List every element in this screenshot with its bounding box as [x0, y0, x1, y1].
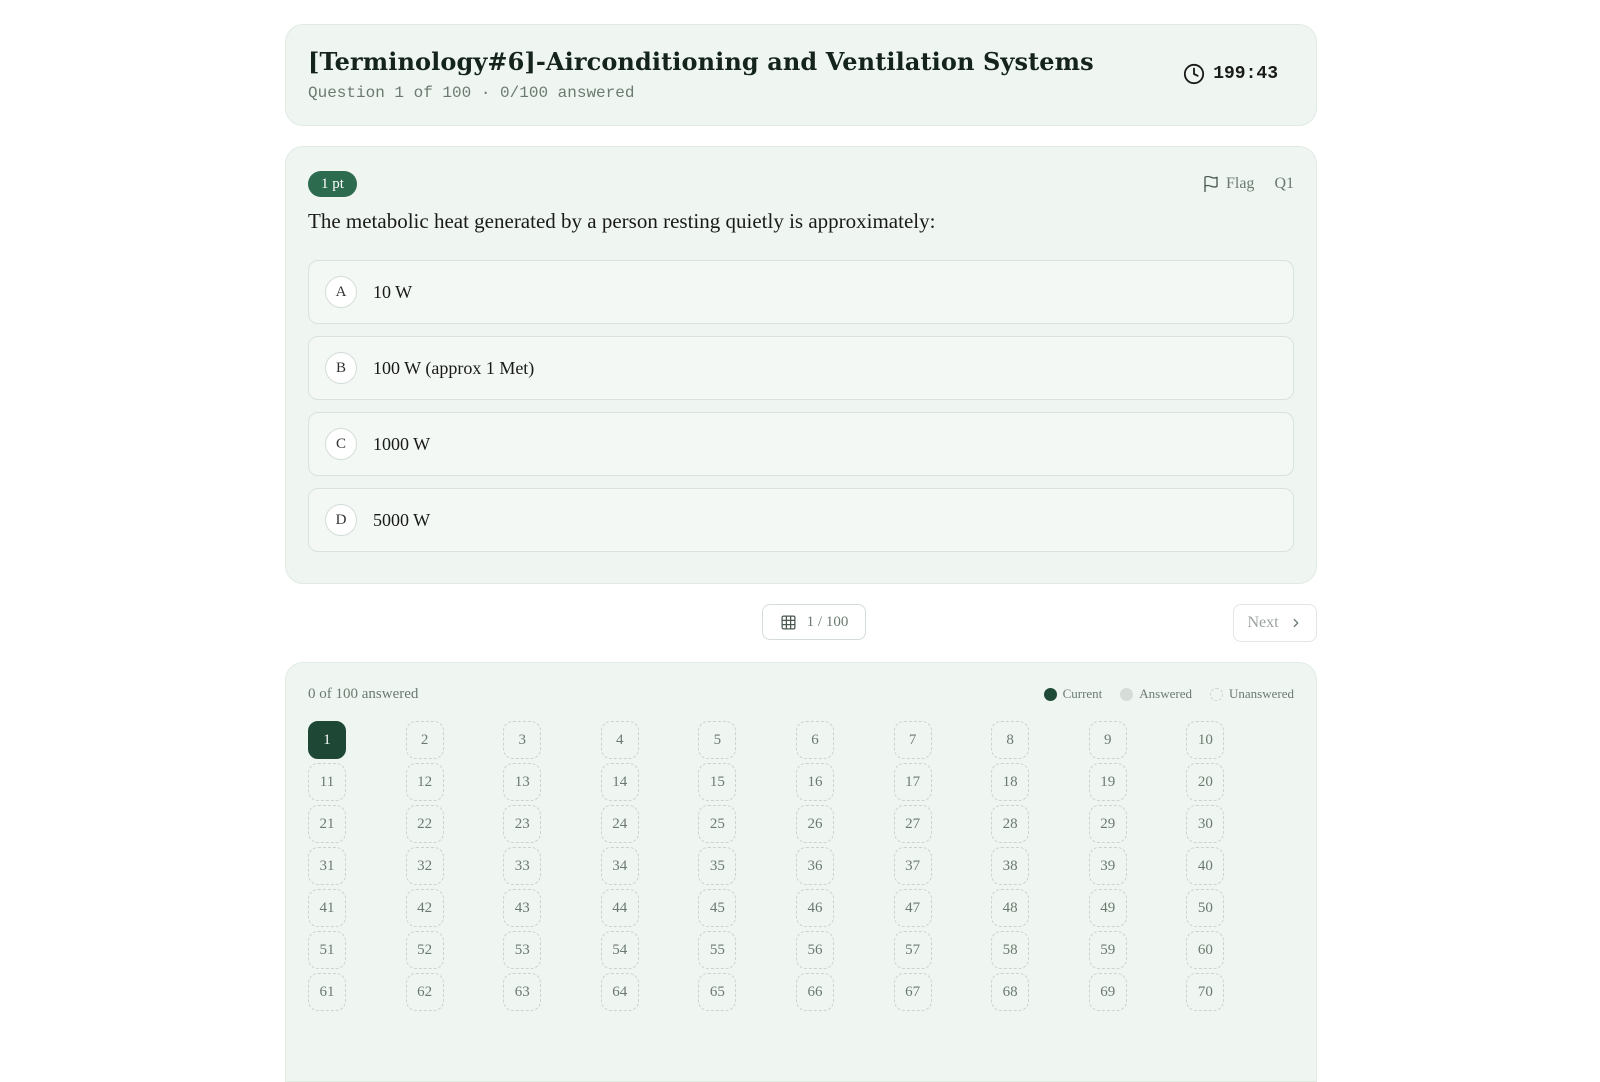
legend-current-label: Current: [1062, 686, 1103, 701]
question-nav-cell[interactable]: 15: [698, 763, 736, 801]
question-nav-cell[interactable]: 50: [1186, 889, 1224, 927]
header-text: [308, 47, 1094, 102]
question-nav-cell[interactable]: 30: [1186, 805, 1224, 843]
next-button[interactable]: [1233, 604, 1317, 642]
question-nav-cell[interactable]: 31: [308, 847, 346, 885]
question-nav-cell[interactable]: 54: [601, 931, 639, 969]
legend: [1044, 686, 1294, 702]
question-nav-cell[interactable]: 45: [698, 889, 736, 927]
question-nav-cell[interactable]: 22: [406, 805, 444, 843]
flag-label: Flag: [1225, 175, 1255, 192]
question-nav-cell[interactable]: 25: [698, 805, 736, 843]
question-number-grid: [308, 721, 1294, 1011]
question-nav-cell[interactable]: 9: [1089, 721, 1127, 759]
question-nav-cell[interactable]: 36: [796, 847, 834, 885]
grid-header: [308, 685, 1294, 703]
question-nav-cell[interactable]: 18: [991, 763, 1029, 801]
question-nav-cell[interactable]: 61: [308, 973, 346, 1011]
question-nav-cell[interactable]: 37: [894, 847, 932, 885]
clock-icon: [1183, 63, 1205, 85]
question-number: Q1: [1274, 175, 1294, 192]
question-nav-cell[interactable]: 46: [796, 889, 834, 927]
question-meta: [308, 171, 1294, 197]
option-text: 5000 W: [373, 509, 431, 530]
current-dot: [1044, 688, 1057, 701]
question-nav-cell[interactable]: 52: [406, 931, 444, 969]
question-nav-cell[interactable]: 39: [1089, 847, 1127, 885]
question-nav-cell[interactable]: 32: [406, 847, 444, 885]
question-nav-cell[interactable]: 41: [308, 889, 346, 927]
option-text: 10 W: [373, 281, 413, 302]
quiz-page: [285, 24, 1317, 1082]
question-nav-cell[interactable]: 34: [601, 847, 639, 885]
question-nav-cell[interactable]: 12: [406, 763, 444, 801]
question-nav-cell[interactable]: 24: [601, 805, 639, 843]
question-nav-cell[interactable]: 17: [894, 763, 932, 801]
question-text: The metabolic heat generated by a person resting quietly is approximately:: [308, 209, 936, 233]
question-nav-cell[interactable]: 43: [503, 889, 541, 927]
option-letter: B: [325, 352, 357, 384]
grid-icon: [780, 614, 797, 631]
question-nav-cell[interactable]: 19: [1089, 763, 1127, 801]
option-c[interactable]: [308, 412, 1294, 476]
question-nav-cell[interactable]: 51: [308, 931, 346, 969]
timer-value: 199:43: [1213, 64, 1278, 84]
question-nav-cell[interactable]: 40: [1186, 847, 1224, 885]
question-nav-cell[interactable]: 42: [406, 889, 444, 927]
question-nav-cell[interactable]: 67: [894, 973, 932, 1011]
question-nav-cell[interactable]: 53: [503, 931, 541, 969]
quiz-progress-subtitle: Question 1 of 100 · 0/100 answered: [308, 84, 635, 102]
question-nav-cell[interactable]: 28: [991, 805, 1029, 843]
question-nav-cell[interactable]: 56: [796, 931, 834, 969]
legend-unanswered-label: Unanswered: [1229, 686, 1294, 701]
legend-answered: [1120, 686, 1192, 702]
question-nav-cell[interactable]: 2: [406, 721, 444, 759]
option-d[interactable]: [308, 488, 1294, 552]
question-nav-cell[interactable]: 16: [796, 763, 834, 801]
option-a[interactable]: [308, 260, 1294, 324]
question-nav-cell[interactable]: 35: [698, 847, 736, 885]
question-nav-cell[interactable]: 1: [308, 721, 346, 759]
option-letter: A: [325, 276, 357, 308]
quiz-title: [Terminology#6]-Airconditioning and Ventilation Systems: [308, 47, 1094, 76]
points-badge: 1 pt: [308, 171, 357, 197]
question-nav-cell[interactable]: 62: [406, 973, 444, 1011]
legend-answered-label: Answered: [1139, 686, 1193, 701]
question-counter: 1 / 100: [806, 613, 849, 630]
question-nav-cell[interactable]: 27: [894, 805, 932, 843]
question-nav-cell[interactable]: 58: [991, 931, 1029, 969]
question-nav-cell[interactable]: 64: [601, 973, 639, 1011]
chevron-right-icon: [1289, 616, 1303, 630]
question-nav-cell[interactable]: 57: [894, 931, 932, 969]
next-label: Next: [1247, 614, 1279, 631]
quiz-header: [285, 24, 1317, 126]
question-nav-cell[interactable]: 68: [991, 973, 1029, 1011]
unanswered-dot: [1210, 688, 1223, 701]
option-text: 1000 W: [373, 433, 431, 454]
option-b[interactable]: [308, 336, 1294, 400]
question-nav-cell[interactable]: 6: [796, 721, 834, 759]
question-grid-panel: [285, 662, 1317, 1082]
question-nav-cell[interactable]: 4: [601, 721, 639, 759]
flag-button[interactable]: [1202, 175, 1254, 193]
question-nav-cell[interactable]: 29: [1089, 805, 1127, 843]
question-grid-toggle[interactable]: [762, 604, 866, 640]
question-nav-cell[interactable]: 47: [894, 889, 932, 927]
question-nav-cell[interactable]: 63: [503, 973, 541, 1011]
legend-unanswered: [1210, 686, 1294, 702]
question-nav-cell[interactable]: 55: [698, 931, 736, 969]
question-nav-cell[interactable]: 59: [1089, 931, 1127, 969]
timer: [1183, 63, 1278, 85]
question-nav-cell[interactable]: 11: [308, 763, 346, 801]
question-nav-cell[interactable]: 38: [991, 847, 1029, 885]
question-nav-cell[interactable]: 14: [601, 763, 639, 801]
question-nav-cell[interactable]: 66: [796, 973, 834, 1011]
question-nav-cell[interactable]: 69: [1089, 973, 1127, 1011]
question-nav-cell[interactable]: 44: [601, 889, 639, 927]
answered-count: 0 of 100 answered: [308, 685, 419, 702]
question-nav-cell[interactable]: 23: [503, 805, 541, 843]
question-nav-cell[interactable]: 13: [503, 763, 541, 801]
option-letter: D: [325, 504, 357, 536]
question-nav-cell[interactable]: 21: [308, 805, 346, 843]
option-text: 100 W (approx 1 Met): [373, 357, 535, 378]
question-nav-cell[interactable]: 33: [503, 847, 541, 885]
question-nav-cell[interactable]: 26: [796, 805, 834, 843]
flag-icon: [1202, 175, 1220, 193]
question-nav-cell[interactable]: 3: [503, 721, 541, 759]
answered-dot: [1120, 688, 1133, 701]
navigation-row: [285, 584, 1317, 662]
question-nav-cell[interactable]: 48: [991, 889, 1029, 927]
question-nav-cell[interactable]: 60: [1186, 931, 1224, 969]
question-nav-cell[interactable]: 49: [1089, 889, 1127, 927]
question-nav-cell[interactable]: 5: [698, 721, 736, 759]
question-nav-cell[interactable]: 20: [1186, 763, 1224, 801]
question-nav-cell[interactable]: 10: [1186, 721, 1224, 759]
legend-current: [1044, 686, 1103, 702]
question-card: [285, 146, 1317, 584]
option-letter: C: [325, 428, 357, 460]
question-nav-cell[interactable]: 70: [1186, 973, 1224, 1011]
question-tools: [1202, 175, 1294, 193]
question-nav-cell[interactable]: 7: [894, 721, 932, 759]
question-nav-cell[interactable]: 65: [698, 973, 736, 1011]
question-nav-cell[interactable]: 8: [991, 721, 1029, 759]
